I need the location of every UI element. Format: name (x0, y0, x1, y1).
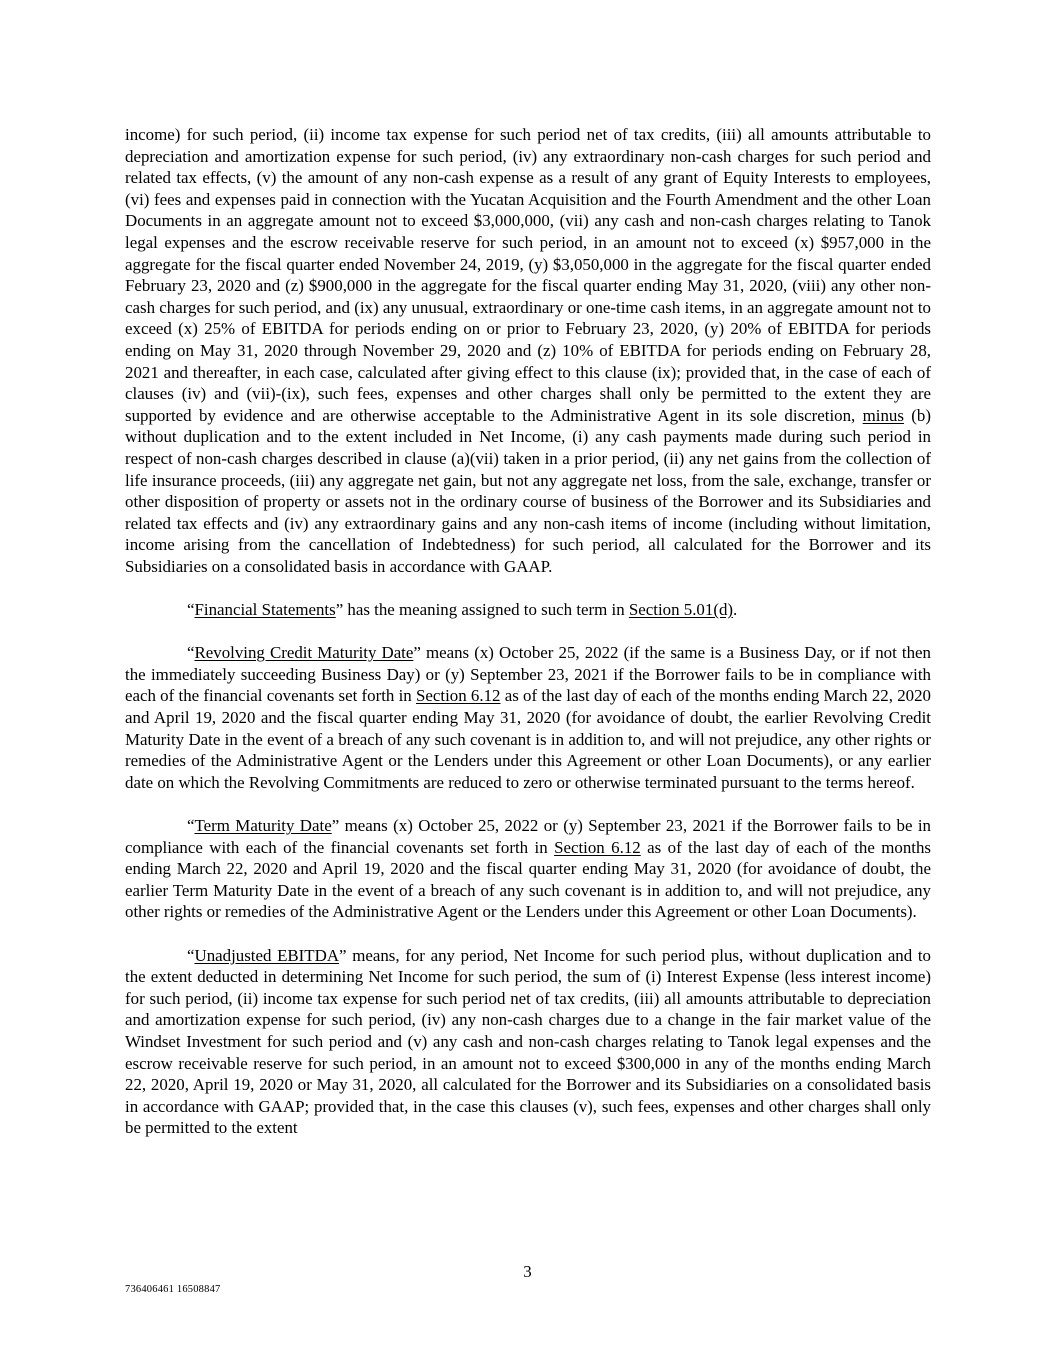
page-number: 3 (523, 1262, 532, 1281)
paragraph-text: ” means, for any period, Net Income for such period plus, without duplication and to the extent deducted in determining Net Income for such period, the sum of (i) Interest Expense (less interest income) for such period, (ii) income tax expense for such period net of tax credits, (iii) all amounts attributable to depreciation and amortization expense for such period, (iv) any non-cash charges due to a change in the fair market value of the Windset Investment for such period and (v) any cash and non-cash charges relating to Tanok legal expenses and the escrow receivable reserve for such period, in an amount not to exceed $300,000 in any of the months ending March 22, 2020, April 19, 2020 or May 31, 2020, all calculated for the Borrower and its Subsidiaries on a consolidated basis in accordance with GAAP; provided that, in the case this clauses (v), such fees, expenses and other charges shall only be permitted to the extent (125, 945, 932, 1138)
document-body (125, 124, 931, 1139)
paragraph-text: as of the last day of each of the months ending March 22, 2020 and April 19, 2020 and the fiscal quarter ending May 31, 2020 (for avoidance of doubt, the earlier Revolving Credit Maturity Date in the event of a breach of any such covenant is in addition to, and will not prejudice, any other rights or remedies of the Administrative Agent or the Lenders under this Agreement or other Loan Documents), or any earlier date on which the Revolving Commitments are reduced to zero or otherwise terminated pursuant to the terms hereof. (125, 686, 931, 792)
open-quote: “ (187, 643, 195, 663)
document-id: 736406461 16508847 (125, 1284, 221, 1295)
paragraph-text: income) for such period, (ii) income tax expense for such period net of tax credits, (iii) all amounts attributable to depreciation and amortization expense for such period, (iv) any extraordinary non-cash charges for such period and related tax effects, (v) the amount of any non-cash expense as a result of any grant of Equity Interests to employees, (vi) fees and expenses paid in connection with the Yucatan Acquisition and the Fourth Amendment and the other Loan Documents in an aggregate amount not to exceed $3,000,000, (vii) any cash and non-cash charges relating to Tanok legal expenses and the escrow receivable reserve for such period, in an amount not to exceed (x) $957,000 in the aggregate for the fiscal quarter ended November 24, 2019, (y) $3,050,000 in the aggregate for the fiscal quarter ended February 23, 2020 and (z) $900,000 in the aggregate for the fiscal quarter ending May 31, 2020, (viii) any other non-cash charges for such period, and (ix) any unusual, extraordinary or one-time cash items, in an aggregate amount not to exceed (x) 25% of EBITDA for periods ending on or prior to February 23, 2020, (y) 20% of EBITDA for periods ending on May 31, 2020 through November 29, 2020 and (z) 10% of EBITDA for periods ending on February 28, 2021 and thereafter, in each case, calculated after giving effect to this clause (ix); provided that, in the case of each of clauses (iv) and (vii)-(ix), such fees, expenses and other charges shall only be permitted to the extent they are supported by evidence and are otherwise acceptable to the Administrative Agent in its sole discretion, (125, 125, 931, 425)
unadjusted-ebitda-definition (125, 945, 931, 1139)
revolving-credit-maturity-date-definition (125, 642, 931, 793)
paragraph-text: (b) without duplication and to the extent included in Net Income, (i) any cash payments made during such period in respect of non-cash charges described in clause (a)(vii) taken in a prior period, (ii) any net gains from the collection of life insurance proceeds, (iii) any aggregate net gain, but not any aggregate net loss, from the sale, exchange, transfer or other disposition of property or assets not in the ordinary course of business of the Borrower and its Subsidiaries and related tax effects and (iv) any extraordinary gains and any non-cash items of income (including without limitation, income arising from the cancellation of Indebtedness) for such period, all calculated for the Borrower and its Subsidiaries on a consolidated basis in accordance with GAAP. (125, 405, 932, 576)
financial-statements-definition (125, 599, 931, 621)
paragraph-end: . (733, 600, 738, 620)
minus-term: minus (862, 405, 904, 425)
defined-term: Financial Statements (194, 600, 336, 620)
paragraph-text: ” means (x) October 25, 2022 or (y) September 23, 2021 if the Borrower fails to be in compliance with each of the financial covenants set forth in (125, 816, 931, 857)
open-quote: “ (187, 816, 195, 835)
defined-term: Revolving Credit Maturity Date (194, 643, 414, 663)
section-reference: Section 6.12 (416, 686, 501, 706)
open-quote: “ (187, 945, 195, 965)
ebitda-continuation-paragraph (125, 124, 931, 577)
open-quote: “ (187, 600, 195, 620)
term-maturity-date-definition (125, 815, 931, 923)
section-reference: Section 6.12 (554, 837, 641, 857)
defined-term: Unadjusted EBITDA (194, 945, 340, 965)
paragraph-text: as of the last day of each of the months ending March 22, 2020 and April 19, 2020 and the fiscal quarter ending May 31, 2020 (for avoidance of doubt, the earlier Term Maturity Date in the event of a breach of any such covenant is in addition to, and will not prejudice, any other rights or remedies of the Administrative Agent or the Lenders under this Agreement or other Loan Documents). (125, 837, 932, 922)
section-reference: Section 5.01(d) (628, 600, 734, 620)
paragraph-text: ” has the meaning assigned to such term in (335, 600, 629, 620)
defined-term: Term Maturity Date (194, 816, 332, 835)
paragraph-text: ” means (x) October 25, 2022 (if the same is a Business Day, or if not then the immediately succeeding Business Day) or (y) September 23, 2021 if the Borrower fails to be in compliance with each of the financial covenants set forth in (125, 643, 931, 706)
